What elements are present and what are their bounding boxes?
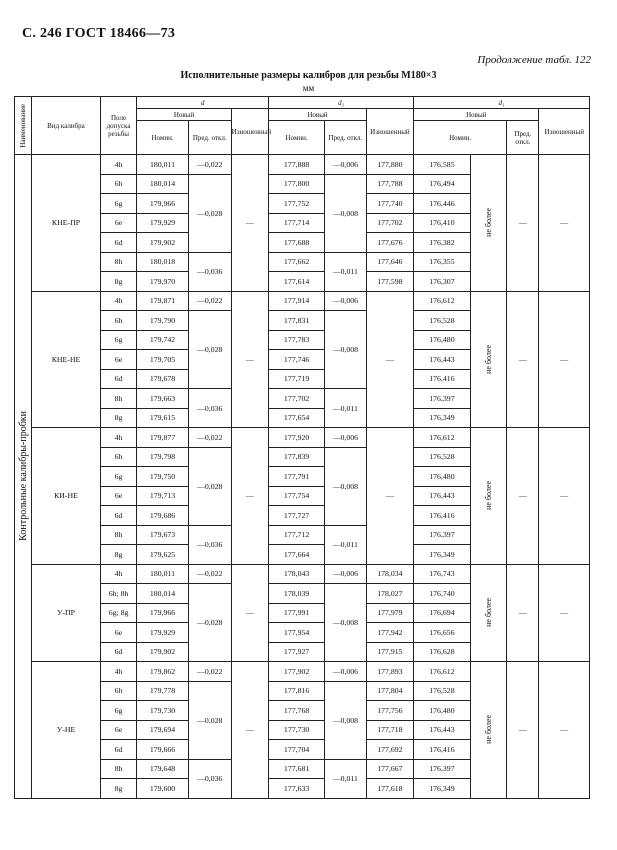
d2-nominal: 177,954 — [269, 623, 325, 643]
tolerance-field: 6d — [100, 740, 136, 760]
d2-nominal: 177,719 — [269, 369, 325, 389]
d2-nominal: 177,664 — [269, 545, 325, 565]
d-nominal: 179,730 — [137, 701, 188, 721]
table-row — [15, 564, 590, 584]
d2-nominal: 177,839 — [269, 447, 325, 467]
d-deviation: —0,036 — [188, 525, 231, 564]
d1-new-header: Новый — [414, 109, 539, 121]
d1-deviation: — — [507, 564, 539, 662]
d1-not-more — [470, 291, 506, 428]
d2-nominal: 177,902 — [269, 662, 325, 682]
d-nominal: 179,615 — [137, 408, 188, 428]
d2-nominal: 177,816 — [269, 681, 325, 701]
d2-deviation: —0,008 — [324, 681, 366, 759]
d1-nominal: 176,397 — [414, 389, 471, 409]
d1-nominal: 176,528 — [414, 681, 471, 701]
d-nominal: 179,648 — [137, 759, 188, 779]
d2-nominal: 177,662 — [269, 252, 325, 272]
d-nominal: 179,778 — [137, 681, 188, 701]
tolerance-field: 6g; 8g — [100, 603, 136, 623]
d1-worn: — — [539, 662, 590, 799]
d-nominal: 179,694 — [137, 720, 188, 740]
d2-nominal: 177,746 — [269, 350, 325, 370]
d2-nominal: 177,752 — [269, 194, 325, 214]
d-worn: — — [231, 155, 269, 292]
tolerance-field: 8h — [100, 759, 136, 779]
d1-nominal: 176,443 — [414, 350, 471, 370]
d-worn: — — [231, 428, 269, 565]
d-nominal: 179,790 — [137, 311, 188, 331]
d-deviation: —0,028 — [188, 584, 231, 662]
d1-nominal: 176,416 — [414, 740, 471, 760]
tolerance-field: 8g — [100, 272, 136, 292]
d2-worn: 177,788 — [366, 174, 413, 194]
d1-nominal: 176,349 — [414, 779, 471, 799]
side-label-text: Контрольные калибры-пробки — [17, 411, 29, 542]
tolerance-field: 6h; 8h — [100, 584, 136, 604]
d2-nominal: 178,043 — [269, 564, 325, 584]
d-nominal: 179,750 — [137, 467, 188, 487]
d1-nominal: 176,612 — [414, 428, 471, 448]
d1-nominal: 176,355 — [414, 252, 471, 272]
not-more-text: не более — [484, 208, 494, 238]
d-nominal: 179,798 — [137, 447, 188, 467]
d2-nominal: 177,914 — [269, 291, 325, 311]
table-title: Исполнительные размеры калибров для резьбы М180×3 — [180, 70, 437, 81]
d-nominal: 179,966 — [137, 603, 188, 623]
d1-worn: — — [539, 291, 590, 428]
table-row — [15, 155, 590, 175]
d1-worn: — — [539, 564, 590, 662]
d1-nominal: 176,656 — [414, 623, 471, 643]
d2-nominal: 177,712 — [269, 525, 325, 545]
d2-deviation: —0,008 — [324, 311, 366, 389]
tolerance-field: 6g — [100, 467, 136, 487]
tolerance-header: Поле допуска резьбы — [100, 97, 136, 155]
not-more-text: не более — [484, 598, 494, 628]
d2-worn: 177,618 — [366, 779, 413, 799]
d-nominal: 180,014 — [137, 584, 188, 604]
d-nominal: 179,902 — [137, 642, 188, 662]
d2-deviation: —0,006 — [324, 155, 366, 175]
d2-nominal: 177,783 — [269, 330, 325, 350]
d2-deviation: —0,011 — [324, 759, 366, 798]
tolerance-field: 6d — [100, 369, 136, 389]
gauge-kind: КИ-НЕ — [32, 428, 101, 565]
d-nominal: 179,871 — [137, 291, 188, 311]
tolerance-field: 6e — [100, 623, 136, 643]
d2-nominal: 177,654 — [269, 408, 325, 428]
d2-deviation: —0,011 — [324, 252, 366, 291]
d2-worn: 178,034 — [366, 564, 413, 584]
d-nominal: 179,877 — [137, 428, 188, 448]
d-deviation: —0,036 — [188, 252, 231, 291]
d1-nominal: 176,494 — [414, 174, 471, 194]
d-deviation: —0,028 — [188, 311, 231, 389]
d1-worn-header: Изношенный — [539, 109, 590, 155]
d-nominal: 179,600 — [137, 779, 188, 799]
tolerance-field: 4h — [100, 155, 136, 175]
d-nominal: 179,625 — [137, 545, 188, 565]
d1-not-more — [470, 155, 506, 292]
d2-nominal: 177,633 — [269, 779, 325, 799]
d1-nominal: 176,416 — [414, 369, 471, 389]
d-dev-header: Пред. откл. — [188, 121, 231, 155]
d-nominal: 180,014 — [137, 174, 188, 194]
name-header: Наименование — [15, 97, 32, 155]
d2-deviation: —0,006 — [324, 662, 366, 682]
d-nominal: 179,742 — [137, 330, 188, 350]
d2-deviation: —0,008 — [324, 174, 366, 252]
gauge-kind: КНЕ-НЕ — [32, 291, 101, 428]
d1-nominal: 176,349 — [414, 545, 471, 565]
d2-nominal-header: Номин. — [269, 121, 325, 155]
tolerance-field: 4h — [100, 428, 136, 448]
not-more-text: не более — [484, 481, 494, 511]
not-more-text: не более — [484, 715, 494, 745]
d1-nominal: 176,612 — [414, 291, 471, 311]
tolerance-field: 4h — [100, 291, 136, 311]
tolerance-field: 6h — [100, 447, 136, 467]
d2-nominal: 177,727 — [269, 506, 325, 526]
d2-new-header: Новый — [269, 109, 367, 121]
d2-worn: 178,027 — [366, 584, 413, 604]
d1-nominal: 176,528 — [414, 447, 471, 467]
d2-worn: 177,702 — [366, 213, 413, 233]
unit-label: мм — [302, 83, 315, 93]
d-worn: — — [231, 662, 269, 799]
d2-worn: 177,979 — [366, 603, 413, 623]
gauge-kind: КНЕ-ПР — [32, 155, 101, 292]
table-row — [15, 428, 590, 448]
d2-worn: 177,756 — [366, 701, 413, 721]
d-nominal: 179,673 — [137, 525, 188, 545]
tolerance-field: 8g — [100, 779, 136, 799]
table-row — [15, 662, 590, 682]
d2-nominal: 177,920 — [269, 428, 325, 448]
d-deviation: —0,028 — [188, 174, 231, 252]
tolerance-field: 8g — [100, 545, 136, 565]
tolerance-field: 6d — [100, 506, 136, 526]
d1-nominal: 176,382 — [414, 233, 471, 253]
d-nominal-header: Номин. — [137, 121, 188, 155]
d2-nominal: 177,714 — [269, 213, 325, 233]
d1-header: d₁ — [414, 97, 590, 109]
d1-deviation: — — [507, 662, 539, 799]
d2-worn-header: Изношенный — [366, 109, 413, 155]
tolerance-field: 4h — [100, 564, 136, 584]
d1-nominal: 176,740 — [414, 584, 471, 604]
d-deviation: —0,028 — [188, 447, 231, 525]
d-worn: — — [231, 291, 269, 428]
d-deviation: —0,022 — [188, 155, 231, 175]
tolerance-field: 8h — [100, 389, 136, 409]
d-nominal: 179,929 — [137, 213, 188, 233]
d1-nominal: 176,410 — [414, 213, 471, 233]
d2-deviation: —0,006 — [324, 291, 366, 311]
d-worn: — — [231, 564, 269, 662]
d2-worn: 177,893 — [366, 662, 413, 682]
d1-nominal: 176,349 — [414, 408, 471, 428]
d1-nominal: 176,480 — [414, 330, 471, 350]
d2-deviation: —0,011 — [324, 389, 366, 428]
d2-worn: 177,942 — [366, 623, 413, 643]
d-nominal: 179,686 — [137, 506, 188, 526]
tolerance-field: 4h — [100, 662, 136, 682]
d1-not-more — [470, 428, 506, 565]
tolerance-field: 6d — [100, 233, 136, 253]
d2-deviation: —0,006 — [324, 428, 366, 448]
gauge-kind: У-ПР — [32, 564, 101, 662]
d2-nominal: 177,730 — [269, 720, 325, 740]
d-deviation: —0,022 — [188, 291, 231, 311]
d-new-header: Новый — [137, 109, 231, 121]
d1-deviation: — — [507, 291, 539, 428]
tolerance-field: 6h — [100, 174, 136, 194]
d-nominal: 179,666 — [137, 740, 188, 760]
tolerance-field: 6g — [100, 194, 136, 214]
continuation-note: Продолжение табл. 122 — [477, 54, 591, 66]
d-nominal: 179,705 — [137, 350, 188, 370]
d1-worn: — — [539, 428, 590, 565]
d2-nominal: 177,888 — [269, 155, 325, 175]
tolerance-field: 6d — [100, 642, 136, 662]
d1-nominal: 176,480 — [414, 701, 471, 721]
d-nominal: 179,970 — [137, 272, 188, 292]
side-label — [15, 155, 32, 799]
d1-not-more — [470, 662, 506, 799]
d1-nominal: 176,443 — [414, 486, 471, 506]
d-nominal: 179,929 — [137, 623, 188, 643]
d1-nominal: 176,585 — [414, 155, 471, 175]
tolerance-field: 6h — [100, 681, 136, 701]
d2-deviation: —0,008 — [324, 584, 366, 662]
d2-nominal: 177,800 — [269, 174, 325, 194]
d-deviation: —0,022 — [188, 564, 231, 584]
d1-dev-header: Пред. откл. — [507, 121, 539, 155]
d1-nominal: 176,743 — [414, 564, 471, 584]
d-header: d — [137, 97, 269, 109]
d2-nominal: 177,791 — [269, 467, 325, 487]
tolerance-field: 6e — [100, 350, 136, 370]
d-nominal: 179,902 — [137, 233, 188, 253]
d2-worn: 177,676 — [366, 233, 413, 253]
d-deviation: —0,022 — [188, 428, 231, 448]
d-deviation: —0,036 — [188, 389, 231, 428]
d2-nominal: 177,754 — [269, 486, 325, 506]
d2-nominal: 177,991 — [269, 603, 325, 623]
table-body — [15, 155, 590, 799]
d1-nominal: 176,628 — [414, 642, 471, 662]
tolerance-field: 6e — [100, 720, 136, 740]
not-more-text: не более — [484, 344, 494, 374]
d2-worn: 177,667 — [366, 759, 413, 779]
d1-nominal: 176,397 — [414, 759, 471, 779]
d1-deviation: — — [507, 428, 539, 565]
d1-nominal: 176,307 — [414, 272, 471, 292]
d2-worn: 177,718 — [366, 720, 413, 740]
d1-nominal: 176,443 — [414, 720, 471, 740]
d2-deviation: —0,006 — [324, 564, 366, 584]
d1-not-more — [470, 564, 506, 662]
d2-nominal: 177,831 — [269, 311, 325, 331]
d1-nominal-header: Номин. — [414, 121, 507, 155]
d-deviation: —0,036 — [188, 759, 231, 798]
d2-nominal: 177,704 — [269, 740, 325, 760]
d2-deviation: —0,008 — [324, 447, 366, 525]
d1-worn: — — [539, 155, 590, 292]
d2-nominal: 177,688 — [269, 233, 325, 253]
d-nominal: 180,011 — [137, 155, 188, 175]
page-reference: С. 246 ГОСТ 18466—73 — [22, 26, 176, 41]
d-nominal: 180,011 — [137, 564, 188, 584]
tolerance-field: 6e — [100, 486, 136, 506]
d2-nominal: 177,702 — [269, 389, 325, 409]
d2-worn: — — [366, 291, 413, 428]
d-nominal: 179,663 — [137, 389, 188, 409]
d2-nominal: 177,768 — [269, 701, 325, 721]
dimensions-table — [14, 96, 590, 799]
d-deviation: —0,022 — [188, 662, 231, 682]
tolerance-field: 8h — [100, 525, 136, 545]
d2-worn: 177,646 — [366, 252, 413, 272]
d2-nominal: 178,039 — [269, 584, 325, 604]
d-deviation: —0,028 — [188, 681, 231, 759]
d2-worn: 177,598 — [366, 272, 413, 292]
d2-header: d₂ — [269, 97, 414, 109]
d-nominal: 179,862 — [137, 662, 188, 682]
d2-worn: 177,804 — [366, 681, 413, 701]
d2-worn: 177,880 — [366, 155, 413, 175]
d1-nominal: 176,397 — [414, 525, 471, 545]
tolerance-field: 8h — [100, 252, 136, 272]
d-nominal: 179,966 — [137, 194, 188, 214]
tolerance-field: 6h — [100, 311, 136, 331]
d-worn-header: Изношенный — [231, 109, 269, 155]
tolerance-field: 6e — [100, 213, 136, 233]
d-nominal: 179,678 — [137, 369, 188, 389]
d1-nominal: 176,446 — [414, 194, 471, 214]
d2-deviation: —0,011 — [324, 525, 366, 564]
tolerance-field: 8g — [100, 408, 136, 428]
d2-worn: — — [366, 428, 413, 565]
d-nominal: 180,018 — [137, 252, 188, 272]
d1-nominal: 176,612 — [414, 662, 471, 682]
tolerance-field: 6g — [100, 330, 136, 350]
d1-deviation: — — [507, 155, 539, 292]
d1-nominal: 176,694 — [414, 603, 471, 623]
d2-worn: 177,915 — [366, 642, 413, 662]
gauge-kind: У-НЕ — [32, 662, 101, 799]
kind-header: Вид калибра — [32, 97, 101, 155]
tolerance-field: 6g — [100, 701, 136, 721]
d2-nominal: 177,681 — [269, 759, 325, 779]
d2-nominal: 177,614 — [269, 272, 325, 292]
d2-nominal: 177,927 — [269, 642, 325, 662]
d1-nominal: 176,480 — [414, 467, 471, 487]
d2-dev-header: Пред. откл. — [324, 121, 366, 155]
d1-nominal: 176,528 — [414, 311, 471, 331]
d-nominal: 179,713 — [137, 486, 188, 506]
d1-nominal: 176,416 — [414, 506, 471, 526]
d2-worn: 177,740 — [366, 194, 413, 214]
table-row — [15, 291, 590, 311]
d2-worn: 177,692 — [366, 740, 413, 760]
